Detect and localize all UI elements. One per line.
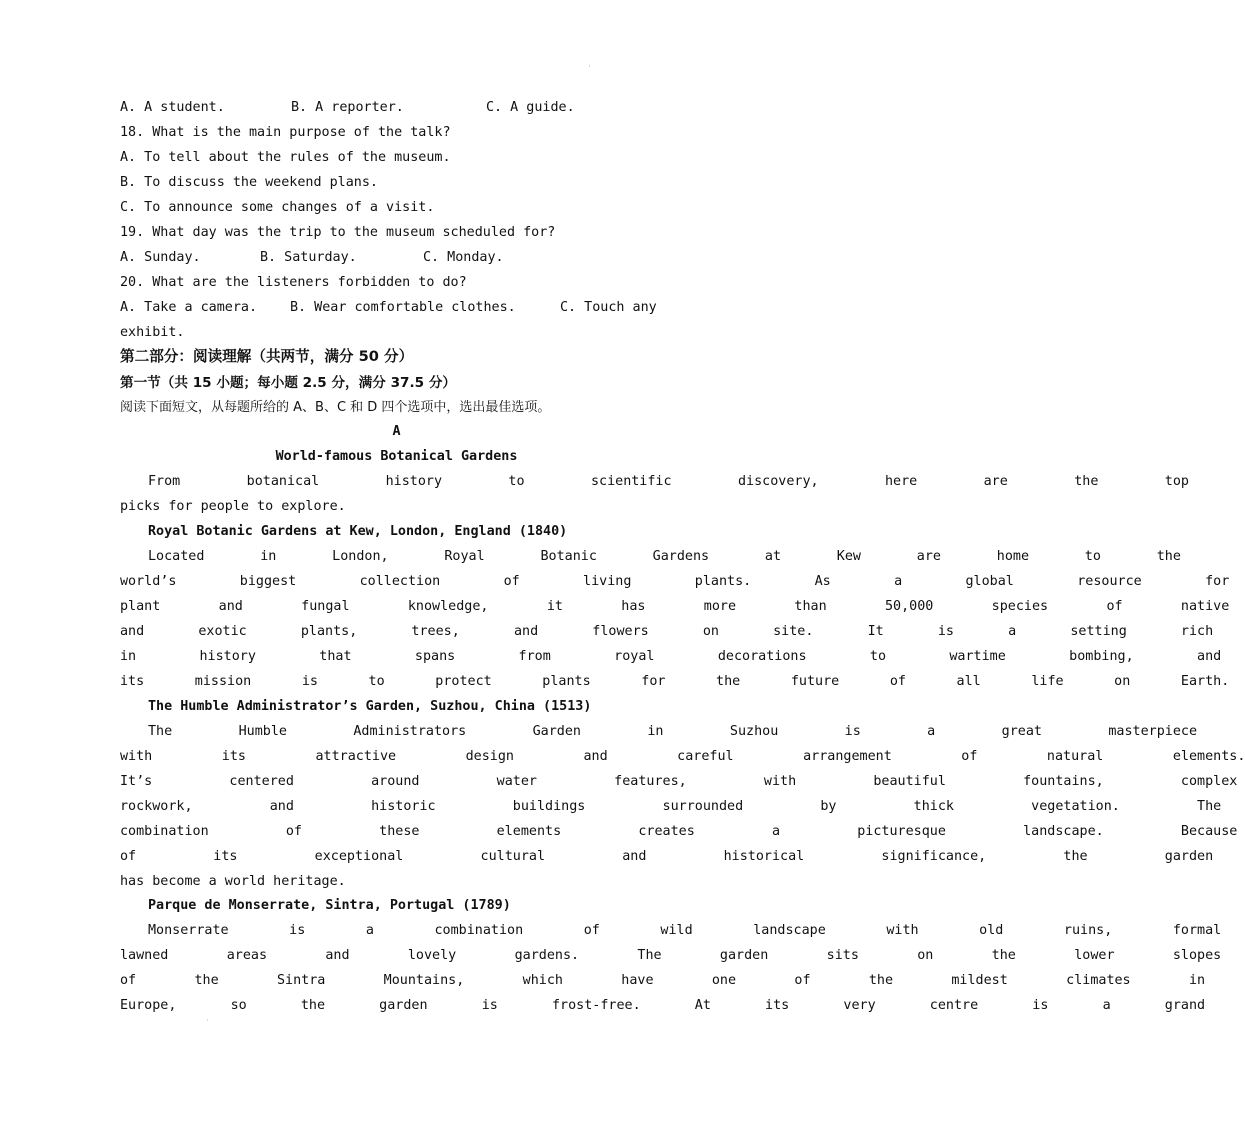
passage-label: A bbox=[392, 424, 401, 439]
kew-line-text: in history that spans from royal decorations to wartime bombing, and bbox=[120, 649, 1222, 664]
q19-options bbox=[120, 249, 504, 267]
q20-option-b: B. Wear comfortable clothes. bbox=[290, 300, 516, 315]
intro-line: picks for people to explore. bbox=[120, 499, 346, 514]
humble-line bbox=[120, 823, 1238, 841]
q20-option-a: A. Take a camera. bbox=[120, 300, 258, 315]
monserrate-line-text: Europe, so the garden is frost-free. At its very centre is a grand bbox=[120, 998, 1206, 1013]
q18-option-a: A. To tell about the rules of the museum. bbox=[120, 150, 451, 165]
humble-line-text: It’s centered around water features, with beautiful fountains, complex bbox=[120, 774, 1238, 789]
q20-continuation: exhibit. bbox=[120, 325, 185, 340]
intro-line bbox=[148, 473, 1189, 491]
kew-line bbox=[148, 548, 1181, 566]
kew-line-text: and exotic plants, trees, and flowers on site. It is a setting rich bbox=[120, 624, 1214, 639]
monserrate-line bbox=[120, 972, 1206, 990]
section1-title: 第一节（共 15 小题；每小题 2.5 分，满分 37.5 分） bbox=[120, 375, 457, 391]
q18-option-b: B. To discuss the weekend plans. bbox=[120, 175, 378, 190]
scan-mark: ˈ bbox=[587, 64, 592, 73]
humble-line-text: with its attractive design and careful arrangement of natural elements. bbox=[120, 749, 1245, 764]
kew-line-text: world’s biggest collection of living plants. As a global resource for bbox=[120, 574, 1230, 589]
monserrate-line-text: lawned areas and lovely gardens. The garden sits on the lower slopes bbox=[120, 948, 1222, 963]
monserrate-line-text: of the Sintra Mountains, which have one of the mildest climates in bbox=[120, 973, 1206, 988]
monserrate-line bbox=[120, 997, 1206, 1015]
kew-line bbox=[120, 573, 1230, 591]
kew-line-text: its mission is to protect plants for the future of all life on Earth. bbox=[120, 674, 1230, 689]
humble-line-text: rockwork, and historic buildings surrounded by thick vegetation. The bbox=[120, 799, 1222, 814]
q20-question: 20. What are the listeners forbidden to do? bbox=[120, 275, 467, 290]
kew-line bbox=[120, 623, 1214, 641]
monserrate-line bbox=[148, 922, 1222, 940]
kew-line-text: plant and fungal knowledge, it has more than 50,000 species of native bbox=[120, 599, 1230, 614]
q19-option-a: A. Sunday. bbox=[120, 250, 201, 265]
humble-line-text: combination of these elements creates a picturesque landscape. Because bbox=[120, 824, 1238, 839]
kew-line bbox=[120, 673, 1230, 691]
humble-line-text: of its exceptional cultural and historical significance, the garden bbox=[120, 849, 1214, 864]
q18-question: 18. What is the main purpose of the talk? bbox=[120, 125, 451, 140]
monserrate-line bbox=[120, 947, 1222, 965]
humble-line bbox=[120, 798, 1222, 816]
kew-line-text: Located in London, Royal Botanic Gardens at Kew are home to the bbox=[148, 549, 1181, 564]
passage-title: World-famous Botanical Gardens bbox=[275, 449, 518, 464]
humble-line bbox=[148, 723, 1198, 741]
q18-option-c: C. To announce some changes of a visit. bbox=[120, 200, 435, 215]
q19-option-c: C. Monday. bbox=[423, 250, 504, 265]
q19-option-b: B. Saturday. bbox=[260, 250, 357, 265]
part2-title: 第二部分：阅读理解（共两节，满分 50 分） bbox=[120, 348, 414, 365]
q20-options bbox=[120, 299, 657, 317]
instruction: 阅读下面短文，从每题所给的 A、B、C 和 D 四个选项中，选出最佳选项。 bbox=[120, 400, 551, 415]
kew-line bbox=[120, 648, 1222, 666]
kew-heading: Royal Botanic Gardens at Kew, London, England (1840) bbox=[148, 524, 568, 539]
q17-option-a: A. A student. bbox=[120, 100, 225, 115]
kew-line bbox=[120, 598, 1230, 616]
q17-option-b: B. A reporter. bbox=[291, 100, 404, 115]
scan-mark: ˈ bbox=[205, 1018, 210, 1027]
q20-option-c: C. Touch any bbox=[560, 300, 657, 315]
humble-line bbox=[120, 773, 1238, 791]
q19-question: 19. What day was the trip to the museum scheduled for? bbox=[120, 225, 556, 240]
humble-line: has become a world heritage. bbox=[120, 874, 346, 889]
humble-line bbox=[120, 748, 1245, 766]
q17-option-c: C. A guide. bbox=[486, 100, 575, 115]
monserrate-line-text: Monserrate is a combination of wild landscape with old ruins, formal bbox=[148, 923, 1222, 938]
humble-line bbox=[120, 848, 1214, 866]
intro-line-text: From botanical history to scientific discovery, here are the top bbox=[148, 474, 1189, 489]
humble-line-text: The Humble Administrators Garden in Suzhou is a great masterpiece bbox=[148, 724, 1198, 739]
q17-options bbox=[120, 99, 575, 117]
monserrate-heading: Parque de Monserrate, Sintra, Portugal (1789) bbox=[148, 898, 511, 913]
humble-heading: The Humble Administrator’s Garden, Suzhou, China (1513) bbox=[148, 699, 592, 714]
